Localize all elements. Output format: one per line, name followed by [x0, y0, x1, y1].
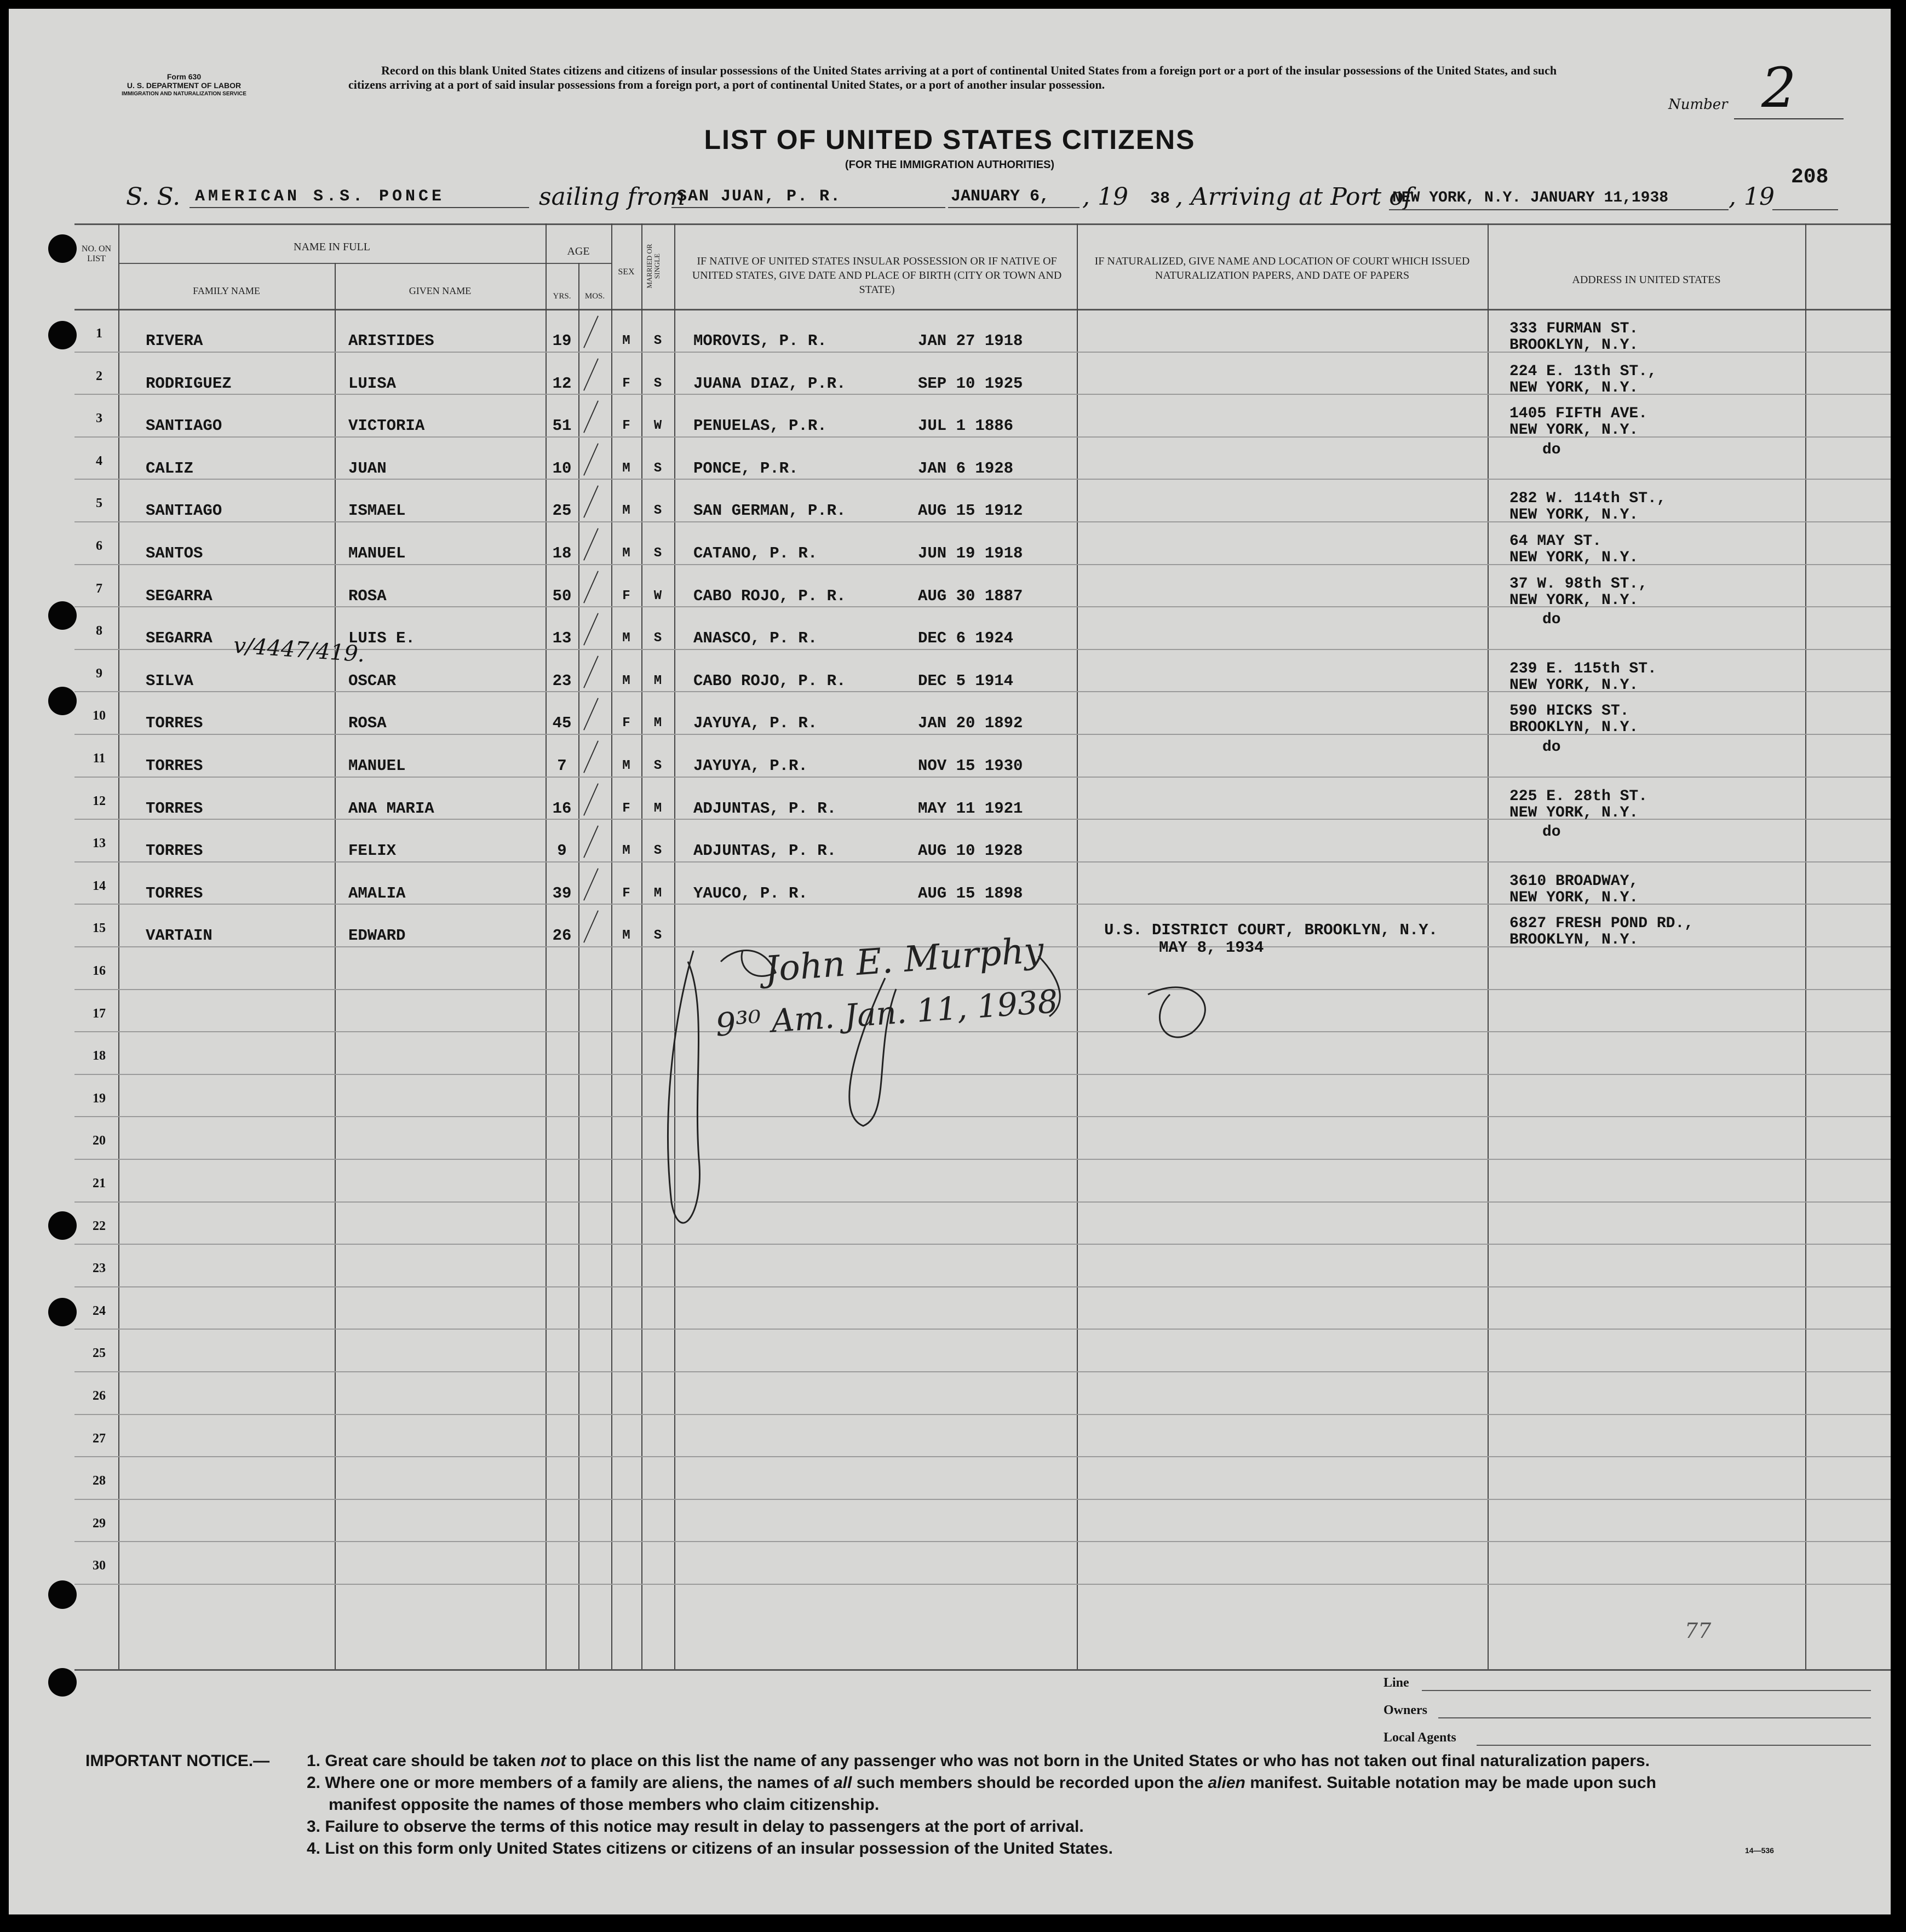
punch-hole [48, 234, 77, 263]
birth-date: JUL 1 1886 [918, 417, 1014, 435]
check-mark [583, 571, 599, 603]
marital-status: M [653, 886, 662, 901]
marital-status: S [653, 546, 662, 561]
form-id [113, 72, 255, 99]
row-rule [74, 1371, 1891, 1372]
row-number: 28 [93, 1474, 106, 1488]
given-name: MANUEL [348, 757, 406, 775]
family-name: RIVERA [146, 332, 203, 350]
arrival-year-prefix: , 19 [1729, 183, 1775, 211]
arrival-info: NEW YORK, N.Y. JANUARY 11,1938 [1392, 189, 1669, 206]
ship-underline [190, 207, 529, 208]
address-line-1: 1405 FIFTH AVE. [1509, 405, 1648, 422]
marital-status: S [653, 631, 662, 646]
notice-1-part: to place on this list the name of any passenger who was not born in the United States or who has not taken out final naturalization papers. [566, 1752, 1650, 1770]
address-line-2: BROOKLYN, N.Y. [1509, 932, 1639, 948]
family-name: TORRES [146, 714, 203, 732]
marital-status: S [653, 376, 662, 391]
corner-mark: 77 [1685, 1619, 1712, 1643]
print-code: 14—536 [1745, 1846, 1774, 1855]
signature-scribble [655, 940, 1230, 1246]
family-name: SEGARRA [146, 629, 213, 647]
row-number: 23 [93, 1261, 106, 1275]
address-line-1: 282 W. 114th ST., [1509, 490, 1666, 507]
family-name: RODRIGUEZ [146, 375, 232, 393]
age-years: 50 [552, 587, 572, 605]
row-number: 11 [93, 751, 106, 766]
address-line-1: 333 FURMAN ST. [1509, 320, 1639, 337]
given-name: EDWARD [348, 927, 406, 945]
address-line-1: 6827 FRESH POND RD., [1509, 915, 1694, 932]
local-agents-label: Local Agents [1383, 1730, 1456, 1745]
address-line-1: 239 E. 115th ST. [1509, 660, 1657, 677]
row-number: 20 [93, 1134, 106, 1148]
check-mark [583, 740, 599, 773]
check-mark [583, 783, 599, 815]
marital-status: W [653, 418, 662, 433]
owners-underline [1438, 1717, 1871, 1718]
given-name: ARISTIDES [348, 332, 434, 350]
row-rule [74, 1584, 1891, 1585]
notice-2-part: such members should be recorded upon the [852, 1774, 1208, 1792]
form-service: IMMIGRATION AND NATURALIZATION SERVICE [122, 91, 246, 97]
given-name: FELIX [348, 842, 397, 860]
sex: M [622, 758, 630, 773]
ship-name: AMERICAN S.S. PONCE [195, 187, 445, 206]
row-number: 9 [96, 666, 102, 681]
table-top-border [74, 223, 1891, 225]
sex: M [622, 843, 630, 858]
age-years: 26 [552, 927, 572, 945]
marital-status: S [653, 461, 662, 476]
family-name: VARTAIN [146, 927, 213, 945]
departure-underline [671, 207, 945, 208]
row-rule [74, 1456, 1891, 1457]
birth-place: JAYUYA, P.R. [693, 757, 808, 775]
address-line-1: 3610 BROADWAY, [1509, 873, 1639, 890]
family-name: TORRES [146, 757, 203, 775]
notice-2-emphasis: all [834, 1774, 852, 1792]
check-mark [583, 528, 599, 560]
punch-hole [48, 1211, 77, 1240]
address-line-2: NEW YORK, N.Y. [1509, 889, 1639, 906]
birth-date: DEC 6 1924 [918, 629, 1014, 647]
departure-date: JANUARY 6, [951, 187, 1050, 206]
sex: F [622, 418, 630, 433]
check-mark [583, 825, 599, 858]
notice-1-emphasis: not [540, 1752, 566, 1770]
row-number: 8 [96, 624, 102, 638]
birth-place: CATANO, P. R. [693, 544, 818, 562]
address-line-1: 64 MAY ST. [1509, 533, 1602, 550]
birth-date: SEP 10 1925 [918, 375, 1023, 393]
address-line-2: NEW YORK, N.Y. [1509, 592, 1639, 609]
handwritten-file-note: v/4447/419. [232, 633, 366, 668]
age-years: 39 [552, 884, 572, 902]
notice-title: IMPORTANT NOTICE.— [85, 1752, 270, 1770]
check-mark [583, 443, 599, 475]
row-number: 18 [93, 1049, 106, 1063]
line-underline [1422, 1690, 1871, 1691]
row-number: 29 [93, 1516, 106, 1531]
notice-2-emphasis: alien [1208, 1774, 1245, 1792]
row-number: 15 [93, 921, 106, 935]
line-label: Line [1383, 1676, 1409, 1690]
check-mark [583, 656, 599, 688]
row-number: 5 [96, 496, 102, 510]
row-rule [74, 861, 1891, 863]
family-name: TORRES [146, 884, 203, 902]
address-line-2: NEW YORK, N.Y. [1509, 507, 1639, 524]
given-name: LUIS E. [348, 629, 415, 647]
header-family-name: FAMILY NAME [193, 285, 260, 296]
marital-status: S [653, 503, 662, 518]
address-ditto: do [1542, 611, 1561, 628]
marital-status: M [653, 801, 662, 816]
row-number: 3 [96, 411, 102, 426]
check-mark [583, 868, 599, 900]
address-line-2: NEW YORK, N.Y. [1509, 677, 1639, 694]
sex: M [622, 461, 630, 476]
sex: F [622, 589, 630, 603]
marital-status: S [653, 758, 662, 773]
row-number: 2 [96, 369, 102, 383]
birth-place: YAUCO, P. R. [693, 884, 808, 902]
sex: M [622, 334, 630, 348]
birth-date: DEC 5 1914 [918, 672, 1014, 690]
row-number: 12 [93, 794, 106, 808]
marital-status: S [653, 843, 662, 858]
sex: F [622, 376, 630, 391]
given-name: ROSA [348, 714, 387, 732]
address-ditto: do [1542, 739, 1561, 756]
punch-hole [48, 321, 77, 349]
check-mark [583, 400, 599, 433]
col-divider [578, 263, 579, 1669]
age-years: 25 [552, 502, 572, 520]
check-mark [583, 315, 599, 348]
arriving-label: , Arriving at Port of [1175, 183, 1413, 211]
sex: F [622, 801, 630, 816]
ss-label: S. S. [126, 183, 181, 211]
age-years: 51 [552, 417, 572, 435]
row-number: 1 [96, 326, 102, 341]
sex: M [622, 546, 630, 561]
birth-date: JAN 20 1892 [918, 714, 1023, 732]
age-years: 19 [552, 332, 572, 350]
birth-place: SAN GERMAN, P.R. [693, 502, 846, 520]
birth-date: AUG 10 1928 [918, 842, 1023, 860]
marital-status: W [653, 589, 662, 603]
age-years: 18 [552, 544, 572, 562]
header-name-in-full: NAME IN FULL [294, 241, 370, 253]
table-bottom-border [74, 1669, 1891, 1671]
header-married-or-single: MARRIED OR SINGLE [645, 244, 661, 289]
header-given-name: GIVEN NAME [409, 285, 472, 296]
notice-item-1 [307, 1750, 1884, 1772]
birth-place: ADJUNTAS, P. R. [693, 842, 837, 860]
row-rule [74, 479, 1891, 480]
row-number: 24 [93, 1304, 106, 1318]
sex: F [622, 886, 630, 901]
owners-label: Owners [1383, 1703, 1427, 1717]
row-number: 14 [93, 879, 106, 893]
page-stamp: 208 [1791, 165, 1829, 189]
punch-hole [48, 687, 77, 715]
family-name: SILVA [146, 672, 194, 690]
page-title: LIST OF UNITED STATES CITIZENS [704, 124, 1196, 155]
birth-place: JAYUYA, P. R. [693, 714, 818, 732]
birth-date: AUG 15 1898 [918, 884, 1023, 902]
family-name: SANTOS [146, 544, 203, 562]
punch-hole [48, 1668, 77, 1697]
sex: F [622, 716, 630, 731]
birth-place: PONCE, P.R. [693, 459, 799, 478]
row-number: 30 [93, 1559, 106, 1573]
birth-date: AUG 15 1912 [918, 502, 1023, 520]
check-mark [583, 485, 599, 518]
sex: M [622, 674, 630, 688]
birth-date: MAY 11 1921 [918, 800, 1023, 818]
row-rule [74, 1499, 1891, 1500]
notice-2-part: manifest. Suitable notation may be made upon such [1245, 1774, 1656, 1792]
address-line-1: 224 E. 13th ST., [1509, 363, 1657, 380]
row-number: 4 [96, 454, 102, 468]
header-yrs: YRS. [553, 292, 571, 301]
row-number: 25 [93, 1346, 106, 1360]
header-sex: SEX [618, 267, 635, 277]
age-years: 9 [557, 842, 567, 860]
header-naturalization: IF NATURALIZED, GIVE NAME AND LOCATION OF COURT WHICH ISSUED NATURALIZATION PAPERS, AND DATE OF PAPERS [1094, 255, 1470, 281]
address-line-2: NEW YORK, N.Y. [1509, 549, 1639, 566]
number-label: Number [1668, 96, 1728, 113]
address-line-2: NEW YORK, N.Y. [1509, 380, 1639, 396]
form-instructions: Record on this blank United States citizens and citizens of insular possessions of the United States arriving at a port of continental United States from a foreign port or a port of the insular possessions of the United States, and such citizens arriving at a port of said insular possessions from a foreign port, a port of continental United States, or a port of another insular possession. [348, 64, 1557, 91]
departure-year: 38 [1150, 189, 1170, 208]
sex: M [622, 503, 630, 518]
sailing-label: sailing from [539, 183, 686, 211]
row-number: 10 [93, 709, 106, 723]
row-number: 19 [93, 1091, 106, 1106]
family-name: TORRES [146, 842, 203, 860]
agents-underline [1477, 1745, 1871, 1746]
header-mos: MOS. [584, 292, 605, 301]
given-name: VICTORIA [348, 417, 425, 435]
birth-place: ANASCO, P. R. [693, 629, 818, 647]
family-name: SANTIAGO [146, 502, 222, 520]
row-number: 6 [96, 539, 102, 553]
row-rule [74, 777, 1891, 778]
row-rule [74, 1414, 1891, 1415]
age-years: 45 [552, 714, 572, 732]
row-number: 26 [93, 1389, 106, 1403]
year-prefix: , 19 [1082, 183, 1128, 211]
form-dept: U. S. DEPARTMENT OF LABOR [127, 81, 242, 90]
marital-status: M [653, 674, 662, 688]
row-rule [74, 1286, 1891, 1287]
address-line-2: NEW YORK, N.Y. [1509, 804, 1639, 821]
address-line-1: 225 E. 28th ST. [1509, 788, 1648, 805]
sex: M [622, 631, 630, 646]
notice-item-3: 3. Failure to observe the terms of this notice may result in delay to passengers at the port of arrival. [307, 1818, 1084, 1836]
notice-item-2-continued: manifest opposite the names of those members who claim citizenship. [329, 1796, 880, 1814]
birth-date: NOV 15 1930 [918, 757, 1023, 775]
family-name: SANTIAGO [146, 417, 222, 435]
given-name: MANUEL [348, 544, 406, 562]
marital-status: M [653, 716, 662, 731]
page-subtitle: (FOR THE IMMIGRATION AUTHORITIES) [845, 159, 1055, 171]
check-mark [583, 358, 599, 390]
birth-place: MOROVIS, P. R. [693, 332, 827, 350]
given-name: ROSA [348, 587, 387, 605]
address-line-1: 590 HICKS ST. [1509, 703, 1629, 720]
naturalization-court: U.S. DISTRICT COURT, BROOKLYN, N.Y. [1104, 921, 1438, 939]
row-rule [74, 1541, 1891, 1542]
form-number: Form 630 [167, 72, 202, 81]
birth-date: JAN 27 1918 [918, 332, 1023, 350]
birth-place: CABO ROJO, P. R. [693, 587, 846, 605]
row-number: 17 [93, 1007, 106, 1021]
row-rule [74, 1329, 1891, 1330]
name-header-rule [118, 263, 546, 264]
punch-hole [48, 1580, 77, 1609]
address-line-2: BROOKLYN, N.Y. [1509, 337, 1639, 354]
birth-place: PENUELAS, P.R. [693, 417, 827, 435]
notice-1-part: 1. Great care should be taken [307, 1752, 541, 1770]
family-name: SEGARRA [146, 587, 213, 605]
header-no-on-list: NO. ON LIST [81, 244, 112, 263]
family-name: CALIZ [146, 459, 194, 478]
punch-hole [48, 1298, 77, 1326]
sex: M [622, 928, 630, 943]
age-years: 10 [552, 459, 572, 478]
age-years: 23 [552, 672, 572, 690]
address-ditto: do [1542, 441, 1561, 458]
notice-2-part: 2. Where one or more members of a family are aliens, the names of [307, 1774, 834, 1792]
row-number: 22 [93, 1219, 106, 1233]
address-line-2: BROOKLYN, N.Y. [1509, 719, 1639, 736]
given-name: AMALIA [348, 884, 406, 902]
marital-status: S [653, 334, 662, 348]
header-birth-place: IF NATIVE OF UNITED STATES INSULAR POSSESSION OR IF NATIVE OF UNITED STATES, GIVE DATE AND PLACE OF BIRTH (CITY OR TOWN AND STATE) [692, 255, 1062, 296]
date-underline [948, 207, 1080, 208]
header-bottom-border [74, 309, 1891, 311]
arrival-year-underline [1772, 209, 1838, 210]
check-mark [583, 613, 599, 645]
signature-name: John E. Murphy [763, 930, 1046, 990]
punch-hole [48, 601, 77, 630]
check-mark [583, 910, 599, 942]
row-number: 21 [93, 1176, 106, 1191]
birth-place: ADJUNTAS, P. R. [693, 800, 837, 818]
given-name: OSCAR [348, 672, 397, 690]
number-value: 2 [1761, 56, 1796, 120]
departure-port: SAN JUAN, P. R. [677, 187, 842, 206]
age-years: 13 [552, 629, 572, 647]
marital-status: S [653, 928, 662, 943]
birth-date: JUN 19 1918 [918, 544, 1023, 562]
given-name: ANA MARIA [348, 800, 434, 818]
birth-date: JAN 6 1928 [918, 459, 1014, 478]
given-name: LUISA [348, 375, 397, 393]
given-name: JUAN [348, 459, 387, 478]
birth-place: CABO ROJO, P. R. [693, 672, 846, 690]
row-number: 13 [93, 836, 106, 850]
age-years: 16 [552, 800, 572, 818]
manifest-sheet [9, 9, 1891, 1914]
row-number: 16 [93, 964, 106, 978]
col-divider [335, 263, 336, 1669]
birth-place: JUANA DIAZ, P.R. [693, 375, 846, 393]
naturalization-date: MAY 8, 1934 [1159, 939, 1264, 957]
arrival-underline [1389, 209, 1729, 210]
header-age: AGE [567, 245, 590, 257]
birth-date: AUG 30 1887 [918, 587, 1023, 605]
notice-item-2 [307, 1772, 1884, 1794]
given-name: ISMAEL [348, 502, 406, 520]
check-mark [583, 698, 599, 730]
row-number: 27 [93, 1431, 106, 1446]
address-ditto: do [1542, 824, 1561, 841]
signature-date: 9³⁰ Am. Jan. 11, 1938 [714, 982, 1059, 1044]
notice-item-4: 4. List on this form only United States citizens or citizens of an insular possession of the United States. [307, 1839, 1113, 1858]
age-years: 12 [552, 375, 572, 393]
header-address: ADDRESS IN UNITED STATES [1572, 274, 1721, 286]
address-line-1: 37 W. 98th ST., [1509, 576, 1648, 593]
age-years: 7 [557, 757, 567, 775]
address-line-2: NEW YORK, N.Y. [1509, 422, 1639, 439]
family-name: TORRES [146, 800, 203, 818]
row-number: 7 [96, 582, 102, 596]
